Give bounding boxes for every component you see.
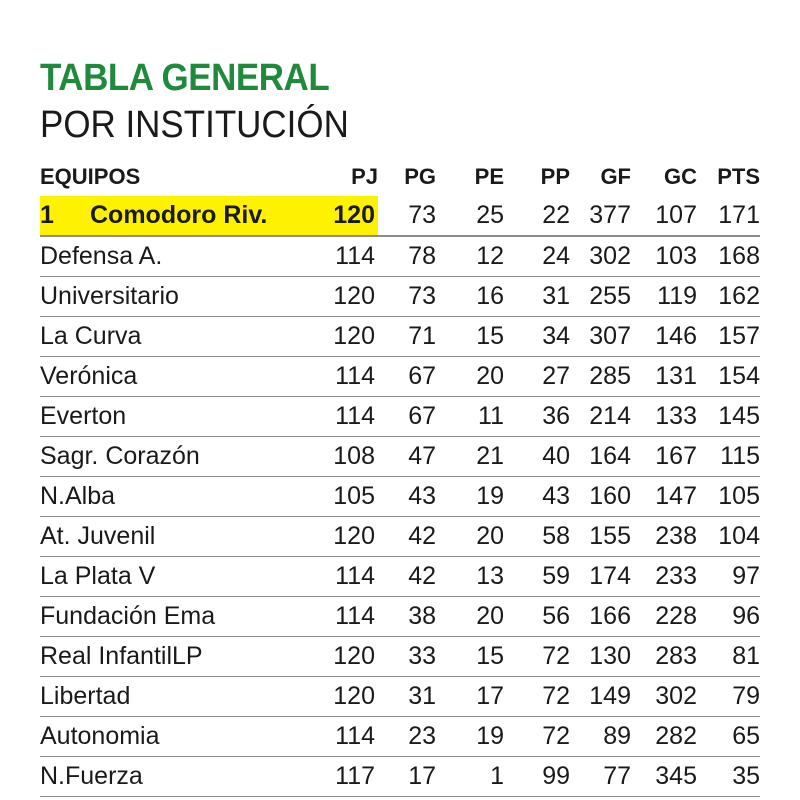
cell-team: Libertad [40,677,320,717]
cell-pg: 78 [378,236,436,277]
cell-pg: 71 [378,317,436,357]
cell-gc: 228 [631,597,697,637]
table-row [40,236,760,277]
cell-gc: 238 [631,517,697,557]
cell-gf: 166 [570,597,631,637]
leader-rank: 1 [40,201,54,229]
cell-pj: 120 [320,637,378,677]
table-row [40,677,760,717]
cell-gf: 285 [570,357,631,397]
cell-pts: 97 [697,557,760,597]
leader-row [40,196,760,236]
leader-gc: 107 [631,196,697,236]
cell-pts: 65 [697,717,760,757]
cell-gf: 255 [570,277,631,317]
cell-pe: 13 [436,557,504,597]
cell-gf: 130 [570,637,631,677]
cell-pe: 11 [436,397,504,437]
cell-pe: 21 [436,437,504,477]
cell-pp: 56 [504,597,570,637]
cell-pg: 38 [378,597,436,637]
cell-pp: 72 [504,717,570,757]
cell-pg: 47 [378,437,436,477]
cell-pj: 120 [320,277,378,317]
cell-pg: 67 [378,357,436,397]
cell-pg: 73 [378,277,436,317]
cell-team: Fundación Ema [40,597,320,637]
cell-gc: 146 [631,317,697,357]
cell-gf: 307 [570,317,631,357]
table-row [40,357,760,397]
cell-pp: 36 [504,397,570,437]
cell-gc: 302 [631,677,697,717]
cell-gc: 133 [631,397,697,437]
cell-pts: 105 [697,477,760,517]
cell-pj: 114 [320,397,378,437]
leader-team-cell [40,196,320,236]
header-pg: PG [404,164,436,189]
cell-pts: 168 [697,236,760,277]
header-pts: PTS [717,164,760,189]
leader-pj: 120 [320,196,378,236]
cell-pg: 42 [378,517,436,557]
cell-pe: 19 [436,477,504,517]
header-gf: GF [600,164,631,189]
cell-pe: 1 [436,757,504,797]
cell-team: Universitario [40,277,320,317]
standings-table [40,158,760,797]
header-pe: PE [474,164,504,189]
cell-pts: 145 [697,397,760,437]
cell-pts: 79 [697,677,760,717]
cell-pp: 43 [504,477,570,517]
cell-pp: 27 [504,357,570,397]
cell-gc: 233 [631,557,697,597]
cell-pg: 42 [378,557,436,597]
cell-pj: 114 [320,597,378,637]
table-row [40,757,760,797]
cell-pts: 35 [697,757,760,797]
cell-team: Real InfantilLP [40,637,320,677]
cell-pj: 120 [320,517,378,557]
cell-gf: 174 [570,557,631,597]
cell-team: At. Juvenil [40,517,320,557]
standings-body [40,196,760,797]
cell-pe: 19 [436,717,504,757]
header-pj: PJ [351,164,378,189]
cell-pe: 20 [436,357,504,397]
table-row [40,317,760,357]
cell-gc: 167 [631,437,697,477]
cell-team: La Curva [40,317,320,357]
cell-pp: 24 [504,236,570,277]
cell-gc: 119 [631,277,697,317]
cell-pp: 40 [504,437,570,477]
cell-gc: 282 [631,717,697,757]
cell-pp: 72 [504,677,570,717]
cell-pe: 15 [436,637,504,677]
leader-pg: 73 [378,196,436,236]
cell-team: Verónica [40,357,320,397]
cell-pj: 114 [320,717,378,757]
leader-team-name: Comodoro Riv. [90,201,268,229]
cell-pp: 59 [504,557,570,597]
cell-team: Sagr. Corazón [40,437,320,477]
cell-pe: 17 [436,677,504,717]
cell-pj: 105 [320,477,378,517]
table-row [40,597,760,637]
cell-gf: 160 [570,477,631,517]
leader-pp: 22 [504,196,570,236]
cell-pts: 81 [697,637,760,677]
cell-team: Autonomia [40,717,320,757]
cell-pj: 114 [320,557,378,597]
cell-pg: 43 [378,477,436,517]
cell-pe: 20 [436,517,504,557]
cell-pts: 157 [697,317,760,357]
cell-team: N.Fuerza [40,757,320,797]
cell-pg: 67 [378,397,436,437]
leader-pts: 171 [697,196,760,236]
cell-gf: 149 [570,677,631,717]
cell-pts: 162 [697,277,760,317]
table-row [40,517,760,557]
cell-pp: 34 [504,317,570,357]
cell-gc: 131 [631,357,697,397]
cell-team: N.Alba [40,477,320,517]
cell-pe: 12 [436,236,504,277]
cell-pp: 99 [504,757,570,797]
standings-header [40,158,760,196]
cell-team: Everton [40,397,320,437]
cell-gf: 77 [570,757,631,797]
table-row [40,477,760,517]
cell-pts: 104 [697,517,760,557]
table-row [40,717,760,757]
table-row [40,557,760,597]
cell-pg: 33 [378,637,436,677]
cell-pg: 23 [378,717,436,757]
leader-pe: 25 [436,196,504,236]
cell-pp: 31 [504,277,570,317]
table-row [40,637,760,677]
cell-pj: 114 [320,357,378,397]
cell-gc: 345 [631,757,697,797]
cell-pp: 58 [504,517,570,557]
cell-team: La Plata V [40,557,320,597]
cell-pe: 20 [436,597,504,637]
cell-pj: 108 [320,437,378,477]
cell-pp: 72 [504,637,570,677]
cell-gf: 155 [570,517,631,557]
header-team: EQUIPOS [40,164,141,189]
cell-pj: 117 [320,757,378,797]
cell-pj: 114 [320,236,378,277]
cell-gc: 103 [631,236,697,277]
table-row [40,437,760,477]
cell-pj: 120 [320,317,378,357]
cell-pts: 96 [697,597,760,637]
cell-pts: 115 [697,437,760,477]
cell-gf: 302 [570,236,631,277]
header-row [40,158,760,196]
cell-pe: 16 [436,277,504,317]
table-row [40,397,760,437]
cell-pe: 15 [436,317,504,357]
cell-pj: 120 [320,677,378,717]
table-title: TABLA GENERAL [40,57,330,99]
cell-gc: 283 [631,637,697,677]
table-subtitle: POR INSTITUCIÓN [40,104,349,146]
leader-gf: 377 [570,196,631,236]
table-row [40,277,760,317]
header-pp: PP [540,164,570,189]
cell-pg: 31 [378,677,436,717]
header-gc: GC [664,164,697,189]
cell-pts: 154 [697,357,760,397]
cell-gf: 214 [570,397,631,437]
cell-gf: 164 [570,437,631,477]
cell-team: Defensa A. [40,236,320,277]
cell-pg: 17 [378,757,436,797]
cell-gf: 89 [570,717,631,757]
cell-gc: 147 [631,477,697,517]
